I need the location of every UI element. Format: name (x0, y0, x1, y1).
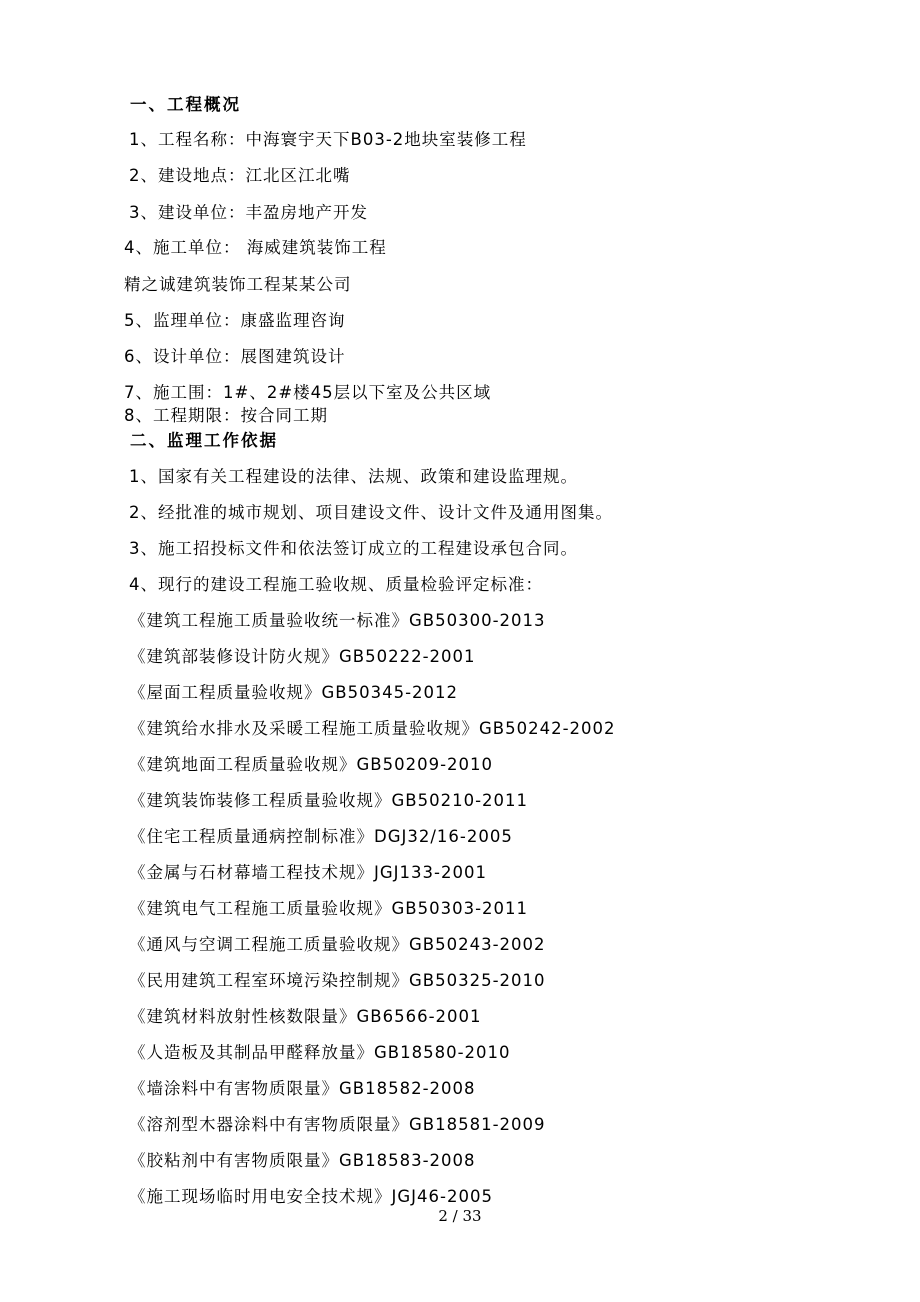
standard-item: 《建筑工程施工质量验收统一标准》GB50300-2013 (129, 611, 546, 630)
standard-item: 《民用建筑工程室环境污染控制规》GB50325-2010 (129, 971, 546, 990)
page-number: 2 / 33 (438, 1207, 482, 1225)
standard-item: 《建筑地面工程质量验收规》GB50209-2010 (129, 755, 494, 774)
standard-item: 《住宅工程质量通病控制标准》DGJ32/16-2005 (129, 827, 513, 846)
overview-item: 8、工程期限：按合同工期 (124, 406, 328, 425)
basis-item: 1、国家有关工程建设的法律、法规、政策和建设监理规。 (129, 467, 578, 486)
overview-item: 6、设计单位：展图建筑设计 (124, 347, 346, 366)
standard-item: 《施工现场临时用电安全技术规》JGJ46-2005 (129, 1187, 493, 1206)
standard-item: 《建筑部装修设计防火规》GB50222-2001 (129, 647, 476, 666)
standard-item: 《通风与空调工程施工质量验收规》GB50243-2002 (129, 935, 546, 954)
standard-item: 《建筑材料放射性核数限量》GB6566-2001 (129, 1007, 482, 1026)
overview-item: 5、监理单位：康盛监理咨询 (124, 311, 346, 330)
standard-item: 《建筑电气工程施工质量验收规》GB50303-2011 (129, 899, 529, 918)
overview-item: 4、施工单位： 海威建筑装饰工程 (124, 238, 387, 257)
section-heading-basis: 二、监理工作依据 (130, 431, 278, 450)
standard-item: 《建筑给水排水及采暖工程施工质量验收规》GB50242-2002 (129, 719, 616, 738)
standard-item: 《人造板及其制品甲醛释放量》GB18580-2010 (129, 1043, 511, 1062)
standard-item: 《墙涂料中有害物质限量》GB18582-2008 (129, 1079, 476, 1098)
section-heading-overview: 一、工程概况 (130, 95, 241, 114)
standard-item: 《建筑装饰装修工程质量验收规》GB50210-2011 (129, 791, 529, 810)
overview-item: 7、施工围：1#、2#楼45层以下室及公共区域 (124, 383, 492, 402)
basis-item: 2、经批准的城市规划、项目建设文件、设计文件及通用图集。 (129, 503, 613, 522)
standard-item: 《金属与石材幕墙工程技术规》JGJ133-2001 (129, 863, 487, 882)
standard-item: 《屋面工程质量验收规》GB50345-2012 (129, 683, 459, 702)
overview-item: 1、工程名称：中海寰宇天下B03-2地块室装修工程 (129, 130, 527, 149)
basis-item: 3、施工招投标文件和依法签订成立的工程建设承包合同。 (129, 539, 578, 558)
standard-item: 《溶剂型木器涂料中有害物质限量》GB18581-2009 (129, 1115, 546, 1134)
overview-item: 3、建设单位：丰盈房地产开发 (129, 203, 368, 222)
overview-item: 精之诚建筑装饰工程某某公司 (124, 275, 352, 294)
standard-item: 《胶粘剂中有害物质限量》GB18583-2008 (129, 1151, 476, 1170)
basis-item: 4、现行的建设工程施工验收规、质量检验评定标准： (129, 575, 543, 594)
overview-item: 2、建设地点：江北区江北嘴 (129, 166, 351, 185)
